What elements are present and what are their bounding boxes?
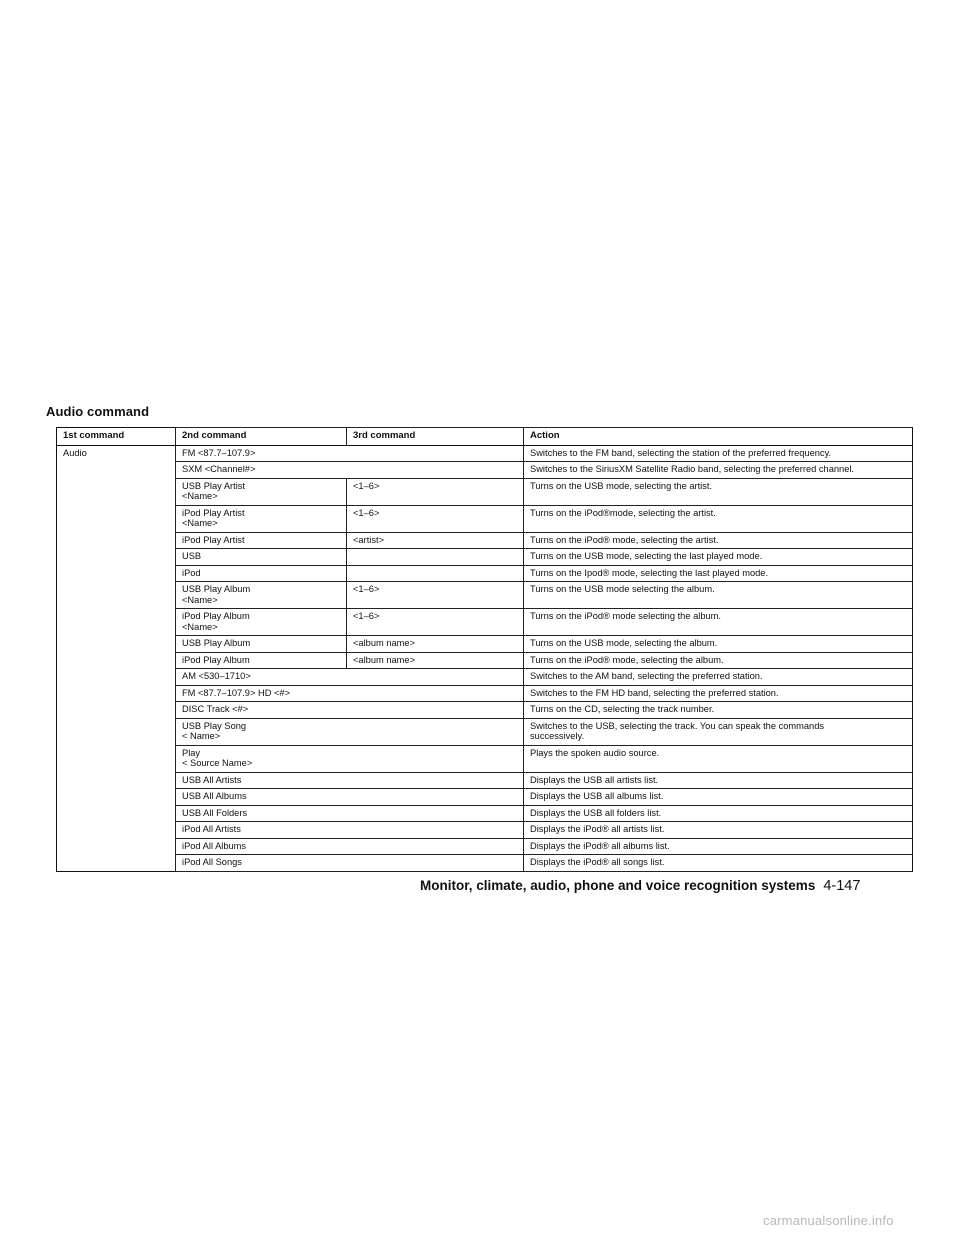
action-cell: Switches to the FM HD band, selecting the preferred station. <box>524 685 913 702</box>
table-row <box>57 789 913 806</box>
third-command-cell: <1–6> <box>347 609 524 636</box>
audio-command-table <box>56 427 913 872</box>
third-command-cell: <artist> <box>347 532 524 549</box>
first-command-cell: Audio <box>57 445 176 871</box>
table-row <box>57 669 913 686</box>
third-command-cell: <album name> <box>347 636 524 653</box>
watermark: carmanualsonline.info <box>763 1213 894 1228</box>
table-row <box>57 549 913 566</box>
second-command-cell: USB <box>176 549 347 566</box>
table-row <box>57 565 913 582</box>
third-command-cell: <1–6> <box>347 478 524 505</box>
second-command-cell: USB Play Artist <Name> <box>176 478 347 505</box>
table-row <box>57 582 913 609</box>
second-command-cell: USB All Albums <box>176 789 524 806</box>
second-command-cell: USB All Artists <box>176 772 524 789</box>
action-cell: Switches to the SiriusXM Satellite Radio band, selecting the preferred channel. <box>524 462 913 479</box>
second-command-cell: iPod Play Artist <Name> <box>176 505 347 532</box>
table-row <box>57 532 913 549</box>
action-cell: Displays the USB all artists list. <box>524 772 913 789</box>
header-3rd-command: 3rd command <box>347 428 524 446</box>
second-command-cell: USB Play Album <Name> <box>176 582 347 609</box>
second-command-cell: USB Play Album <box>176 636 347 653</box>
second-command-cell: iPod Play Album <box>176 652 347 669</box>
action-cell: Turns on the USB mode, selecting the artist. <box>524 478 913 505</box>
second-command-cell: DISC Track <#> <box>176 702 524 719</box>
table-row <box>57 718 913 745</box>
action-cell: Turns on the iPod® mode, selecting the artist. <box>524 532 913 549</box>
action-cell: Displays the iPod® all albums list. <box>524 838 913 855</box>
table-row <box>57 478 913 505</box>
second-command-cell: iPod <box>176 565 347 582</box>
chapter-title: Monitor, climate, audio, phone and voice recognition systems <box>420 878 816 893</box>
action-cell: Displays the iPod® all songs list. <box>524 855 913 872</box>
second-command-cell: iPod All Albums <box>176 838 524 855</box>
header-1st-command: 1st command <box>57 428 176 446</box>
second-command-cell: iPod All Artists <box>176 822 524 839</box>
second-command-cell: USB All Folders <box>176 805 524 822</box>
table-row <box>57 652 913 669</box>
third-command-cell <box>347 565 524 582</box>
page-number: 4-147 <box>823 878 861 894</box>
table-body <box>57 445 913 871</box>
action-cell: Switches to the FM band, selecting the station of the preferred frequency. <box>524 445 913 462</box>
table-row <box>57 636 913 653</box>
action-cell: Turns on the iPod® mode selecting the album. <box>524 609 913 636</box>
table-row <box>57 805 913 822</box>
action-cell: Turns on the iPod® mode, selecting the album. <box>524 652 913 669</box>
action-cell: Displays the iPod® all artists list. <box>524 822 913 839</box>
action-cell: Displays the USB all folders list. <box>524 805 913 822</box>
third-command-cell <box>347 549 524 566</box>
table-row <box>57 505 913 532</box>
second-command-cell: iPod All Songs <box>176 855 524 872</box>
table-row <box>57 609 913 636</box>
page-footer <box>420 878 860 894</box>
second-command-cell: SXM <Channel#> <box>176 462 524 479</box>
action-cell: Turns on the CD, selecting the track number. <box>524 702 913 719</box>
section-title: Audio command <box>46 404 150 419</box>
table-row <box>57 822 913 839</box>
third-command-cell: <1–6> <box>347 582 524 609</box>
second-command-cell: AM <530–1710> <box>176 669 524 686</box>
table-row <box>57 462 913 479</box>
action-cell: Displays the USB all albums list. <box>524 789 913 806</box>
table-row <box>57 745 913 772</box>
table-row <box>57 772 913 789</box>
second-command-cell: iPod Play Album <Name> <box>176 609 347 636</box>
table-row <box>57 838 913 855</box>
second-command-cell: FM <87.7–107.9> <box>176 445 524 462</box>
table-row <box>57 855 913 872</box>
second-command-cell: Play < Source Name> <box>176 745 524 772</box>
table-row <box>57 685 913 702</box>
header-action: Action <box>524 428 913 446</box>
action-cell: Switches to the AM band, selecting the preferred station. <box>524 669 913 686</box>
action-cell: Turns on the iPod®mode, selecting the artist. <box>524 505 913 532</box>
third-command-cell: <1–6> <box>347 505 524 532</box>
action-cell: Turns on the USB mode selecting the album. <box>524 582 913 609</box>
action-cell: Turns on the Ipod® mode, selecting the last played mode. <box>524 565 913 582</box>
header-2nd-command: 2nd command <box>176 428 347 446</box>
table-header-row <box>57 428 913 446</box>
table-row <box>57 702 913 719</box>
third-command-cell: <album name> <box>347 652 524 669</box>
action-cell: Turns on the USB mode, selecting the album. <box>524 636 913 653</box>
action-cell: Plays the spoken audio source. <box>524 745 913 772</box>
second-command-cell: iPod Play Artist <box>176 532 347 549</box>
action-cell: Switches to the USB, selecting the track. You can speak the commands successively. <box>524 718 913 745</box>
table-row <box>57 445 913 462</box>
second-command-cell: USB Play Song < Name> <box>176 718 524 745</box>
action-cell: Turns on the USB mode, selecting the last played mode. <box>524 549 913 566</box>
second-command-cell: FM <87.7–107.9> HD <#> <box>176 685 524 702</box>
